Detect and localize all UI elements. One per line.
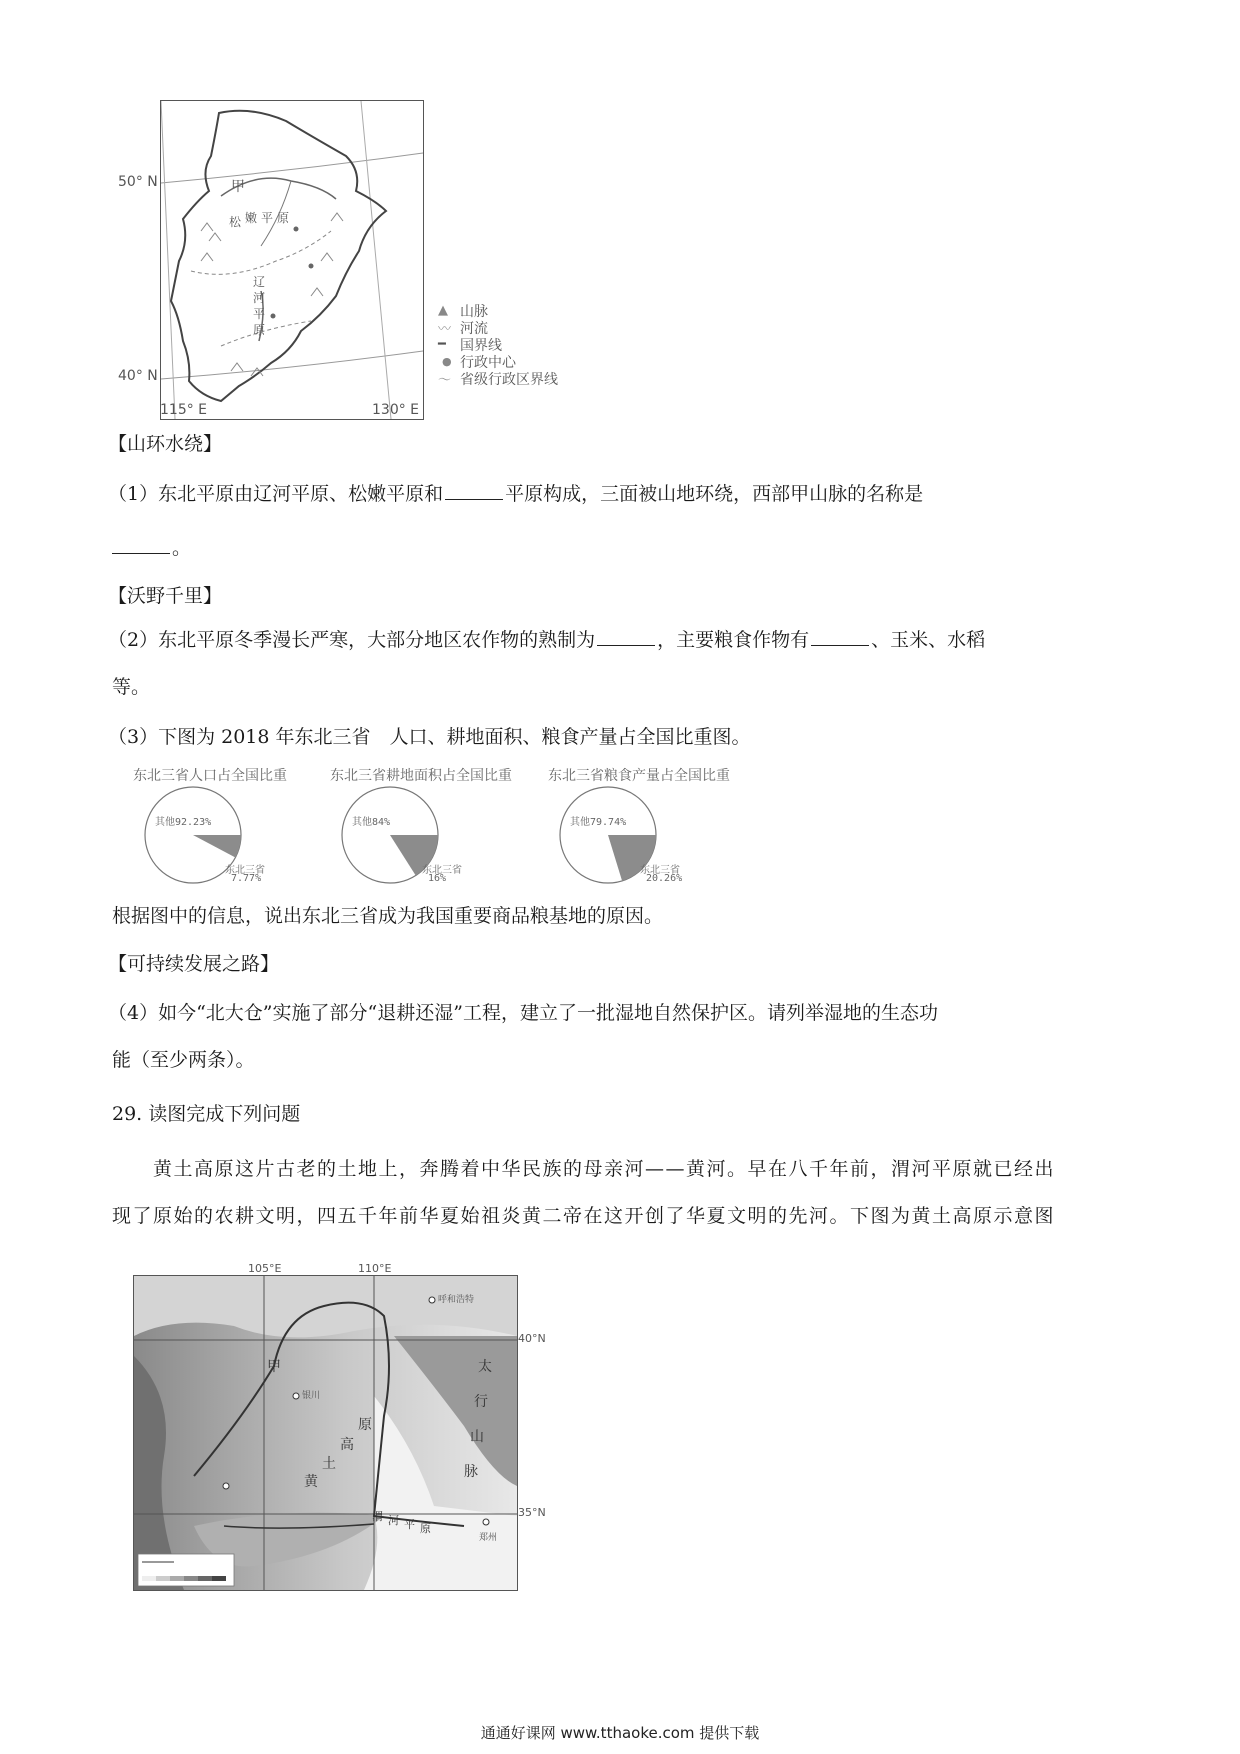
map2-label-yuan2: 原 xyxy=(420,1522,431,1535)
q1-text-a: （1）东北平原由辽河平原、松嫩平原和 xyxy=(108,483,444,505)
question-2 xyxy=(108,626,985,654)
loess-plateau-drawing xyxy=(134,1276,517,1590)
loess-plateau-map xyxy=(133,1275,518,1591)
map2-label-gao: 高 xyxy=(340,1437,354,1453)
map2-label-hang: 行 xyxy=(474,1394,488,1410)
map2-label-jia: 甲 xyxy=(267,1359,281,1375)
pie-chart-1 xyxy=(133,765,333,895)
map2-label-shan: 山 xyxy=(470,1429,484,1445)
pie-value-northeast: 20.26% xyxy=(646,873,683,884)
map1-label-ping1: 平 xyxy=(261,211,274,225)
map2-label-he: 河 xyxy=(388,1514,399,1527)
passage-line-1: 黄土高原这片古老的土地上，奔腾着中华民族的母亲河——黄河。早在八千年前，渭河平原就已经出 xyxy=(112,1158,1056,1180)
pie-value-northeast: 16% xyxy=(428,873,447,884)
map1-legend xyxy=(438,302,558,387)
map1-label-ping2: 平 xyxy=(253,307,266,321)
legend-border: 国界线 xyxy=(460,337,502,354)
map2-lat-35: 35°N xyxy=(518,1506,546,1519)
city-yinchuan: 银川 xyxy=(302,1391,321,1401)
map1-label-yuan1: 原 xyxy=(277,211,290,225)
section-heading-2: 【沃野千里】 xyxy=(108,585,223,607)
section-heading-3: 【可持续发展之路】 xyxy=(108,953,280,975)
map2-lon-105: 105°E xyxy=(248,1262,282,1275)
pie-title: 东北三省人口占全国比重 xyxy=(133,768,287,784)
map1-label-yuan2: 原 xyxy=(253,323,266,337)
question-1 xyxy=(108,480,923,508)
question-1-cont xyxy=(112,534,191,562)
pie-label-other: 其他84% xyxy=(352,817,391,828)
river-icon: 〰 xyxy=(438,322,452,337)
legend-province-line: 省级行政区界线 xyxy=(460,371,558,388)
map1-lat-40: 40° N xyxy=(118,368,158,384)
question-3: 根据图中的信息，说出东北三省成为我国重要商品粮基地的原因。 xyxy=(112,905,664,927)
map2-label-ping: 平 xyxy=(404,1518,415,1531)
map2-label-wei: 渭 xyxy=(372,1510,383,1523)
legend-river: 河流 xyxy=(460,320,488,337)
pie-label-other: 其他92.23% xyxy=(155,817,212,828)
map1-label-nen: 嫩 xyxy=(245,211,258,225)
map2-lat-40: 40°N xyxy=(518,1332,546,1345)
pie-label-northeast: 东北三省 xyxy=(422,865,462,876)
question-2-cont: 等。 xyxy=(112,676,151,698)
map2-label-mai: 脉 xyxy=(464,1464,478,1480)
q2-blank-2[interactable] xyxy=(811,627,869,646)
legend-capital: 行政中心 xyxy=(460,354,516,371)
map2-label-yuan: 原 xyxy=(358,1417,372,1433)
northeast-map-drawing xyxy=(161,101,423,419)
question-29-title: 29. 读图完成下列问题 xyxy=(112,1103,301,1125)
pie-value-northeast: 7.77% xyxy=(231,873,262,884)
q2-text-b: ，主要粮食作物有 xyxy=(657,629,810,651)
question-4-line1: （4）如今“北大仓”实施了部分“退耕还湿”工程，建立了一批湿地自然保护区。请列举湿地的生态功 xyxy=(108,1002,938,1024)
map1-lon-130: 130° E xyxy=(372,402,420,418)
pie-label-northeast: 东北三省 xyxy=(640,865,680,876)
pie-chart-3 xyxy=(548,765,748,895)
passage-line-2: 现了原始的农耕文明，四五千年前华夏始祖炎黄二帝在这开创了华夏文明的先河。下图为黄土高原示意图 xyxy=(112,1205,1056,1227)
map1-label-he: 河 xyxy=(253,291,266,305)
map1-label-song: 松 xyxy=(229,215,242,229)
mountain-icon: ▲ xyxy=(438,303,448,318)
q1-blank-2[interactable] xyxy=(112,535,170,554)
city-hohhot: 呼和浩特 xyxy=(438,1295,475,1305)
capital-icon: ● xyxy=(442,355,452,368)
map2-label-tai: 太 xyxy=(478,1359,492,1375)
q2-text-c: 、玉米、水稻 xyxy=(871,629,986,651)
city-zhengzhou: 郑州 xyxy=(479,1533,498,1543)
pie-label-northeast: 东北三省 xyxy=(225,865,265,876)
pie-label-other: 其他79.74% xyxy=(570,817,627,828)
map2-lon-110: 110°E xyxy=(358,1262,392,1275)
map2-label-tu: 土 xyxy=(322,1456,336,1472)
map1-lat-50: 50° N xyxy=(118,174,158,190)
q2-blank-1[interactable] xyxy=(597,627,655,646)
q2-text-a: （2）东北平原冬季漫长严寒，大部分地区农作物的熟制为 xyxy=(108,629,596,651)
map1-label-jia: 甲 xyxy=(231,179,245,195)
map2-label-huang: 黄 xyxy=(304,1474,318,1490)
q1-end: 。 xyxy=(172,537,192,559)
section-heading-1: 【山环水绕】 xyxy=(108,433,223,455)
q1-text-b: 平原构成，三面被山地环绕，西部甲山脉的名称是 xyxy=(505,483,924,505)
pie-title: 东北三省粮食产量占全国比重 xyxy=(548,768,730,784)
northeast-map xyxy=(160,100,424,420)
province-line-icon: ～ xyxy=(438,373,452,388)
pie-title: 东北三省耕地面积占全国比重 xyxy=(330,768,512,784)
legend-mountain: 山脉 xyxy=(460,303,488,320)
map1-lon-115: 115° E xyxy=(160,402,208,418)
pie-chart-2 xyxy=(330,765,530,895)
q1-blank-1[interactable] xyxy=(445,481,503,500)
border-icon: ━ xyxy=(438,337,446,352)
question-3-intro: （3）下图为 2018 年东北三省 人口、耕地面积、粮食产量占全国比重图。 xyxy=(108,726,751,748)
page-footer: 通通好课网 www.tthaoke.com 提供下载 xyxy=(480,1724,760,1742)
question-4-line2: 能（至少两条）。 xyxy=(112,1049,255,1071)
map1-label-liao: 辽 xyxy=(253,275,266,289)
